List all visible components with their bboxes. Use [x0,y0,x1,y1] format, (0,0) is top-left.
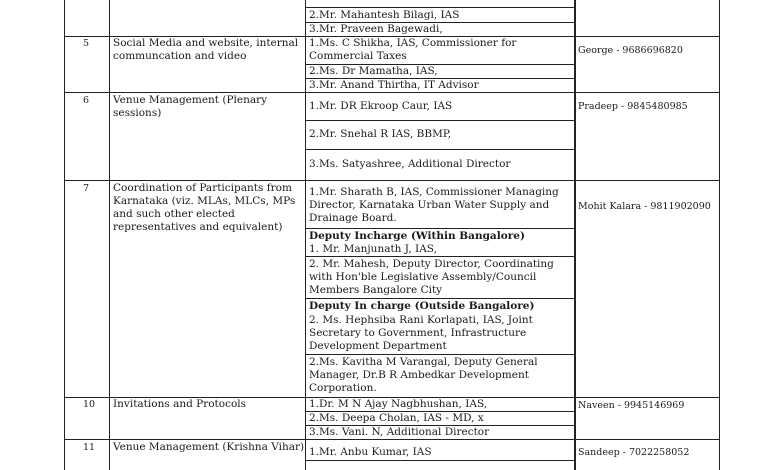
task-line: communcation and video [113,50,247,62]
row-number: 11 [83,442,96,453]
member-line: 3.Ms. Satyashree, Additional Director [309,158,511,170]
task-line: representatives and equivalent) [113,221,283,233]
contact: Pradeep - 9845480985 [578,101,688,112]
member-line: 2.Ms. Kavitha M Varangal, Deputy General [309,356,538,368]
member-line: 1.Mr. Anbu Kumar, IAS [309,446,432,458]
member-line: 1.Ms. C Shikha, IAS, Commissioner for [309,37,517,49]
member-line: 3.Mr. Praveen Bagewadi, [309,23,443,35]
task-line: Social Media and website, internal [113,37,299,49]
member-line: 1.Mr. DR Ekroop Caur, IAS [309,100,453,112]
member-line: with Hon'ble Legislative Assembly/Council [309,271,537,283]
member-line: 2.Mr. Mahantesh Bilagi, IAS [309,9,460,21]
task-line: Karnataka (viz. MLAs, MLCs, MPs [113,195,296,207]
contact: Sandeep - 7022258052 [578,447,690,458]
member-line: 2.Ms. Dr Mamatha, IAS, [309,65,438,77]
task-line: Venue Management (Plenary [113,94,268,106]
row-number: 5 [83,38,90,49]
member-line: 1.Dr. M N Ajay Nagbhushan, IAS, [309,398,488,410]
member-line: 2.Ms. Deepa Cholan, IAS - MD, x [309,412,484,424]
contact: Mohit Kalara - 9811902090 [578,201,711,212]
row-number: 10 [83,399,96,410]
task-line: sessions) [113,107,162,119]
member-line: 1. Mr. Manjunath J, IAS, [309,243,437,255]
task-line: Venue Management (Krishna Vihar) [113,441,305,453]
member-line: Drainage Board. [309,212,397,224]
row-number: 7 [83,183,90,194]
member-line: 2. Ms. Hephsiba Rani Korlapati, IAS, Joint [309,314,533,326]
task-line: and such other elected [113,208,235,220]
member-line: Director, Karnataka Urban Water Supply and [309,199,550,211]
member-line: 2. Mr. Mahesh, Deputy Director, Coordinating [309,258,554,270]
deputy-heading: Deputy Incharge (Within Bangalore) [309,230,525,242]
member-line: Members Bangalore City [309,284,443,296]
member-line: Secretary to Government, Infrastructure [309,327,527,339]
row-number: 6 [83,95,90,106]
member-line: Development Department [309,340,447,352]
task-line: Coordination of Participants from [113,182,292,194]
member-line: 2.Mr. Snehal R IAS, BBMP, [309,128,452,140]
task-line: Invitations and Protocols [113,398,247,410]
member-line: Manager, Dr.B R Ambedkar Development [309,369,529,381]
member-line: 3.Mr. Anand Thirtha, IT Advisor [309,79,479,91]
contact: George - 9686696820 [578,45,683,56]
member-line: Commercial Taxes [309,50,407,62]
deputy-heading: Deputy In charge (Outside Bangalore) [309,300,535,312]
member-line: 3.Ms. Vani. N, Additional Director [309,426,490,438]
member-line: 1.Mr. Sharath B, IAS, Commissioner Managing [309,186,559,198]
member-line: Corporation. [309,382,377,394]
contact: Naveen - 9945146969 [578,400,685,411]
